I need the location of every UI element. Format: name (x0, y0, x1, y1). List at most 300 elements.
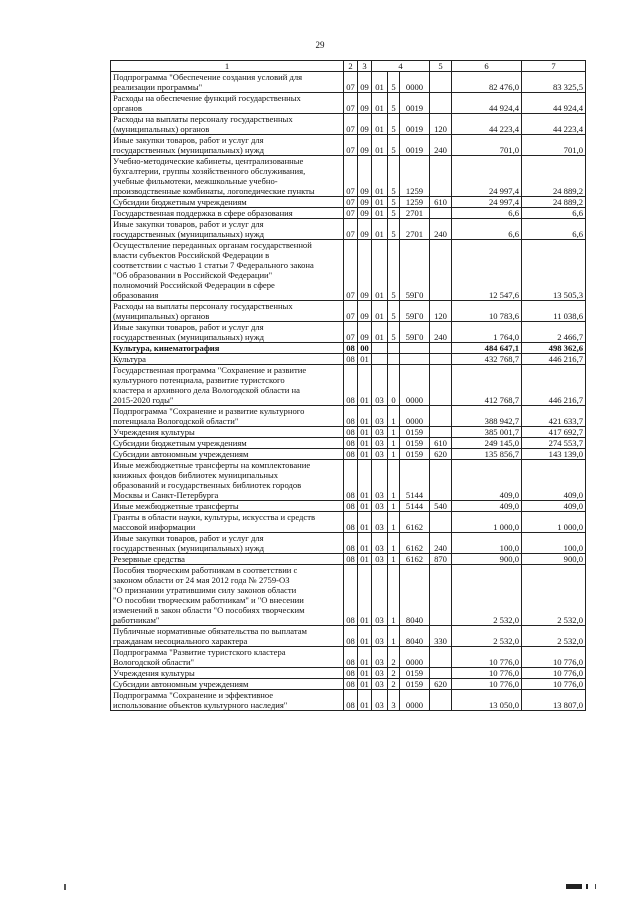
amount-year2-cell: 6,6 (522, 208, 586, 219)
subprogram-code-cell: 5 (388, 208, 400, 219)
section-code-cell: 08 (344, 406, 358, 427)
expense-type-cell: 620 (430, 449, 452, 460)
table-row (111, 565, 586, 626)
section-code-cell: 08 (344, 449, 358, 460)
amount-year2-cell: 900,0 (522, 554, 586, 565)
scan-mark (595, 884, 596, 889)
header-row (111, 61, 586, 72)
subsection-code-cell: 01 (358, 668, 372, 679)
subsection-code-cell: 09 (358, 322, 372, 343)
page-number: 29 (315, 40, 325, 50)
table-row (111, 554, 586, 565)
amount-year1-cell: 701,0 (452, 135, 522, 156)
row-name-cell: Субсидии бюджетным учреждениям (111, 438, 344, 449)
subsection-code-cell: 01 (358, 565, 372, 626)
subprogram-code-cell: 3 (388, 690, 400, 711)
program-code-cell: 03 (372, 501, 388, 512)
amount-year1-cell: 10 776,0 (452, 647, 522, 668)
section-code-cell: 07 (344, 219, 358, 240)
direction-code-cell (400, 354, 430, 365)
amount-year1-cell: 1 764,0 (452, 322, 522, 343)
amount-year1-cell: 10 776,0 (452, 668, 522, 679)
table-row (111, 93, 586, 114)
subsection-code-cell: 01 (358, 501, 372, 512)
program-code-cell: 03 (372, 565, 388, 626)
direction-code-cell: 0019 (400, 93, 430, 114)
section-code-cell: 07 (344, 240, 358, 301)
scan-mark (64, 884, 66, 890)
subsection-code-cell: 01 (358, 427, 372, 438)
subsection-code-cell: 01 (358, 406, 372, 427)
program-code-cell: 03 (372, 647, 388, 668)
program-code-cell: 01 (372, 322, 388, 343)
table-row (111, 668, 586, 679)
program-code-cell (372, 354, 388, 365)
subprogram-code-cell: 1 (388, 501, 400, 512)
program-code-cell: 03 (372, 554, 388, 565)
section-code-cell: 08 (344, 626, 358, 647)
expense-type-cell (430, 512, 452, 533)
subsection-code-cell: 01 (358, 449, 372, 460)
subsection-code-cell: 09 (358, 156, 372, 197)
amount-year1-cell: 44 223,4 (452, 114, 522, 135)
table-row (111, 240, 586, 301)
amount-year1-cell: 432 768,7 (452, 354, 522, 365)
amount-year2-cell: 10 776,0 (522, 668, 586, 679)
section-code-cell: 08 (344, 679, 358, 690)
direction-code-cell: 8040 (400, 626, 430, 647)
amount-year2-cell: 10 776,0 (522, 679, 586, 690)
section-code-cell: 07 (344, 72, 358, 93)
direction-code-cell: 5144 (400, 501, 430, 512)
row-name-cell: Подпрограмма "Развитие туристского кластера Вологодской области" (111, 647, 344, 668)
subprogram-code-cell: 2 (388, 647, 400, 668)
header-col-6: 6 (452, 61, 522, 72)
row-name-cell: Публичные нормативные обязательства по выплатам гражданам несоциального характера (111, 626, 344, 647)
program-code-cell: 01 (372, 208, 388, 219)
expense-type-cell: 610 (430, 438, 452, 449)
row-name-cell: Подпрограмма "Сохранение и развитие культурного потенциала Вологодской области" (111, 406, 344, 427)
expense-type-cell (430, 460, 452, 501)
table-row (111, 406, 586, 427)
subsection-code-cell: 01 (358, 533, 372, 554)
table-row (111, 135, 586, 156)
direction-code-cell: 0000 (400, 365, 430, 406)
program-code-cell: 03 (372, 365, 388, 406)
section-code-cell: 08 (344, 343, 358, 354)
header-col-3: 3 (358, 61, 372, 72)
amount-year2-cell: 83 325,5 (522, 72, 586, 93)
subprogram-code-cell: 5 (388, 72, 400, 93)
row-name-cell: Гранты в области науки, культуры, искусства и средств массовой информации (111, 512, 344, 533)
subsection-code-cell: 09 (358, 197, 372, 208)
program-code-cell: 03 (372, 460, 388, 501)
row-name-cell: Иные закупки товаров, работ и услуг для государственных (муниципальных) нужд (111, 219, 344, 240)
amount-year1-cell: 10 776,0 (452, 679, 522, 690)
amount-year2-cell: 274 553,7 (522, 438, 586, 449)
table-row (111, 501, 586, 512)
expense-type-cell: 240 (430, 533, 452, 554)
amount-year2-cell: 6,6 (522, 219, 586, 240)
subsection-code-cell: 01 (358, 460, 372, 501)
table-row (111, 460, 586, 501)
direction-code-cell: 6162 (400, 512, 430, 533)
row-name-cell: Расходы на выплаты персоналу государственных (муниципальных) органов (111, 114, 344, 135)
section-code-cell: 08 (344, 354, 358, 365)
subprogram-code-cell: 5 (388, 135, 400, 156)
program-code-cell: 03 (372, 626, 388, 647)
section-code-cell: 07 (344, 301, 358, 322)
table-row (111, 365, 586, 406)
section-code-cell: 08 (344, 647, 358, 668)
amount-year1-cell: 6,6 (452, 219, 522, 240)
row-name-cell: Субсидии автономным учреждениям (111, 449, 344, 460)
section-code-cell: 07 (344, 322, 358, 343)
direction-code-cell: 0159 (400, 449, 430, 460)
subsection-code-cell: 00 (358, 343, 372, 354)
subsection-code-cell: 09 (358, 219, 372, 240)
subprogram-code-cell: 0 (388, 365, 400, 406)
table-row (111, 301, 586, 322)
program-code-cell: 01 (372, 114, 388, 135)
table-row (111, 156, 586, 197)
direction-code-cell: 6162 (400, 554, 430, 565)
direction-code-cell: 0159 (400, 679, 430, 690)
program-code-cell: 03 (372, 512, 388, 533)
expense-type-cell: 120 (430, 301, 452, 322)
row-name-cell: Культура (111, 354, 344, 365)
expense-type-cell (430, 156, 452, 197)
subsection-code-cell: 01 (358, 690, 372, 711)
section-code-cell: 08 (344, 460, 358, 501)
section-code-cell: 08 (344, 554, 358, 565)
amount-year1-cell: 6,6 (452, 208, 522, 219)
subprogram-code-cell (388, 343, 400, 354)
amount-year1-cell: 13 050,0 (452, 690, 522, 711)
direction-code-cell: 0159 (400, 438, 430, 449)
expense-type-cell: 330 (430, 626, 452, 647)
subprogram-code-cell (388, 354, 400, 365)
amount-year1-cell: 385 001,7 (452, 427, 522, 438)
amount-year2-cell: 10 776,0 (522, 647, 586, 668)
header-col-5: 5 (430, 61, 452, 72)
subprogram-code-cell: 1 (388, 565, 400, 626)
row-name-cell: Осуществление переданных органам государственной власти субъектов Российской Федерации в соответствии с частью 1 статьи 7 Федерального закона "Об образовании в Российской Федерации" полномочий Российской Федерации в сфере образования (111, 240, 344, 301)
table-row (111, 114, 586, 135)
direction-code-cell: 59Г0 (400, 240, 430, 301)
table-body (111, 72, 586, 711)
expense-type-cell: 620 (430, 679, 452, 690)
row-name-cell: Расходы на выплаты персоналу государственных (муниципальных) органов (111, 301, 344, 322)
amount-year1-cell: 24 997,4 (452, 197, 522, 208)
section-code-cell: 07 (344, 135, 358, 156)
row-name-cell: Учреждения культуры (111, 668, 344, 679)
amount-year2-cell: 446 216,7 (522, 354, 586, 365)
table-row (111, 354, 586, 365)
program-code-cell: 03 (372, 668, 388, 679)
section-code-cell: 08 (344, 365, 358, 406)
expense-type-cell: 240 (430, 135, 452, 156)
direction-code-cell: 0159 (400, 668, 430, 679)
table-row (111, 647, 586, 668)
subsection-code-cell: 01 (358, 647, 372, 668)
program-code-cell: 03 (372, 438, 388, 449)
expense-type-cell: 870 (430, 554, 452, 565)
expense-type-cell: 120 (430, 114, 452, 135)
section-code-cell: 08 (344, 512, 358, 533)
expense-type-cell: 240 (430, 219, 452, 240)
row-name-cell: Субсидии бюджетным учреждениям (111, 197, 344, 208)
direction-code-cell: 59Г0 (400, 301, 430, 322)
subsection-code-cell: 01 (358, 354, 372, 365)
subprogram-code-cell: 2 (388, 679, 400, 690)
row-name-cell: Иные закупки товаров, работ и услуг для государственных (муниципальных) нужд (111, 322, 344, 343)
header-col-2: 2 (344, 61, 358, 72)
subprogram-code-cell: 5 (388, 114, 400, 135)
subsection-code-cell: 09 (358, 72, 372, 93)
amount-year1-cell: 900,0 (452, 554, 522, 565)
program-code-cell: 03 (372, 406, 388, 427)
direction-code-cell: 0000 (400, 647, 430, 668)
section-code-cell: 08 (344, 565, 358, 626)
program-code-cell: 01 (372, 301, 388, 322)
expense-type-cell (430, 406, 452, 427)
program-code-cell: 01 (372, 93, 388, 114)
subsection-code-cell: 01 (358, 438, 372, 449)
section-code-cell: 08 (344, 668, 358, 679)
program-code-cell (372, 343, 388, 354)
program-code-cell: 03 (372, 533, 388, 554)
table-row (111, 533, 586, 554)
expense-type-cell: 240 (430, 322, 452, 343)
row-name-cell: Учебно-методические кабинеты, централизованные бухгалтерии, группы хозяйственного обслуживания, учебные фильмотеки, межшкольные учебно- производственные комбинаты, логопедические пункты (111, 156, 344, 197)
amount-year1-cell: 10 783,6 (452, 301, 522, 322)
expense-type-cell (430, 365, 452, 406)
amount-year2-cell: 13 505,3 (522, 240, 586, 301)
row-name-cell: Иные закупки товаров, работ и услуг для государственных (муниципальных) нужд (111, 135, 344, 156)
row-name-cell: Иные закупки товаров, работ и услуг для государственных (муниципальных) нужд (111, 533, 344, 554)
amount-year2-cell: 2 532,0 (522, 626, 586, 647)
direction-code-cell: 59Г0 (400, 322, 430, 343)
amount-year2-cell: 13 807,0 (522, 690, 586, 711)
subsection-code-cell: 09 (358, 93, 372, 114)
subprogram-code-cell: 5 (388, 240, 400, 301)
amount-year2-cell: 1 000,0 (522, 512, 586, 533)
table-row (111, 322, 586, 343)
amount-year2-cell: 421 633,7 (522, 406, 586, 427)
direction-code-cell: 6162 (400, 533, 430, 554)
scan-mark (586, 884, 588, 889)
expense-type-cell (430, 208, 452, 219)
subprogram-code-cell: 1 (388, 554, 400, 565)
row-name-cell: Субсидии автономным учреждениям (111, 679, 344, 690)
amount-year2-cell: 409,0 (522, 501, 586, 512)
amount-year2-cell: 143 139,0 (522, 449, 586, 460)
header-col-1: 1 (111, 61, 344, 72)
subprogram-code-cell: 1 (388, 438, 400, 449)
direction-code-cell: 1259 (400, 197, 430, 208)
amount-year2-cell: 2 532,0 (522, 565, 586, 626)
direction-code-cell: 0019 (400, 135, 430, 156)
amount-year2-cell: 100,0 (522, 533, 586, 554)
amount-year1-cell: 412 768,7 (452, 365, 522, 406)
section-code-cell: 07 (344, 114, 358, 135)
amount-year1-cell: 12 547,6 (452, 240, 522, 301)
table-row (111, 219, 586, 240)
row-name-cell: Подпрограмма "Сохранение и эффективное использование объектов культурного наследия" (111, 690, 344, 711)
expense-type-cell (430, 647, 452, 668)
table-row (111, 208, 586, 219)
expense-type-cell (430, 343, 452, 354)
row-name-cell: Государственная программа "Сохранение и развитие культурного потенциала, развитие туристского кластера и архивного дела Вологодской области на 2015-2020 годы" (111, 365, 344, 406)
amount-year2-cell: 498 362,6 (522, 343, 586, 354)
amount-year1-cell: 409,0 (452, 460, 522, 501)
budget-table (110, 60, 586, 711)
subprogram-code-cell: 1 (388, 449, 400, 460)
row-name-cell: Государственная поддержка в сфере образования (111, 208, 344, 219)
expense-type-cell (430, 565, 452, 626)
direction-code-cell: 0000 (400, 406, 430, 427)
table-row (111, 438, 586, 449)
subprogram-code-cell: 1 (388, 626, 400, 647)
amount-year1-cell: 2 532,0 (452, 565, 522, 626)
amount-year2-cell: 701,0 (522, 135, 586, 156)
subsection-code-cell: 01 (358, 512, 372, 533)
subprogram-code-cell: 1 (388, 460, 400, 501)
header-col-7: 7 (522, 61, 586, 72)
amount-year1-cell: 484 647,1 (452, 343, 522, 354)
amount-year2-cell: 44 924,4 (522, 93, 586, 114)
row-name-cell: Иные межбюджетные трансферты (111, 501, 344, 512)
table-row (111, 626, 586, 647)
amount-year2-cell: 11 038,6 (522, 301, 586, 322)
amount-year2-cell: 24 889,2 (522, 156, 586, 197)
table-row (111, 679, 586, 690)
header-col-4: 4 (372, 61, 430, 72)
subsection-code-cell: 09 (358, 114, 372, 135)
expense-type-cell (430, 427, 452, 438)
program-code-cell: 03 (372, 427, 388, 438)
expense-type-cell: 610 (430, 197, 452, 208)
row-name-cell: Культура, кинематография (111, 343, 344, 354)
direction-code-cell (400, 343, 430, 354)
amount-year1-cell: 1 000,0 (452, 512, 522, 533)
amount-year2-cell: 44 223,4 (522, 114, 586, 135)
section-code-cell: 08 (344, 533, 358, 554)
amount-year1-cell: 100,0 (452, 533, 522, 554)
section-code-cell: 08 (344, 501, 358, 512)
amount-year2-cell: 2 466,7 (522, 322, 586, 343)
direction-code-cell: 0000 (400, 72, 430, 93)
section-code-cell: 07 (344, 93, 358, 114)
expense-type-cell (430, 72, 452, 93)
amount-year1-cell: 24 997,4 (452, 156, 522, 197)
subprogram-code-cell: 5 (388, 322, 400, 343)
row-name-cell: Подпрограмма "Обеспечение создания условий для реализации программы" (111, 72, 344, 93)
subprogram-code-cell: 5 (388, 197, 400, 208)
subprogram-code-cell: 5 (388, 301, 400, 322)
subsection-code-cell: 09 (358, 301, 372, 322)
subprogram-code-cell: 5 (388, 93, 400, 114)
table-row (111, 690, 586, 711)
subprogram-code-cell: 1 (388, 533, 400, 554)
program-code-cell: 03 (372, 690, 388, 711)
expense-type-cell (430, 668, 452, 679)
row-name-cell: Резервные средства (111, 554, 344, 565)
table-row (111, 343, 586, 354)
program-code-cell: 03 (372, 679, 388, 690)
direction-code-cell: 0000 (400, 690, 430, 711)
amount-year1-cell: 82 476,0 (452, 72, 522, 93)
program-code-cell: 01 (372, 156, 388, 197)
expense-type-cell (430, 93, 452, 114)
subprogram-code-cell: 1 (388, 512, 400, 533)
direction-code-cell: 1259 (400, 156, 430, 197)
direction-code-cell: 2701 (400, 219, 430, 240)
section-code-cell: 07 (344, 208, 358, 219)
table-row (111, 72, 586, 93)
direction-code-cell: 0159 (400, 427, 430, 438)
section-code-cell: 07 (344, 156, 358, 197)
subsection-code-cell: 09 (358, 135, 372, 156)
row-name-cell: Пособия творческим работникам в соответствии с законом области от 24 мая 2012 года № 2759-ОЗ "О признании утратившими силу законов области "О пособии творческим работникам" и "О внесении изменений в закон области "О пособиях творческим работникам" (111, 565, 344, 626)
program-code-cell: 01 (372, 219, 388, 240)
amount-year1-cell: 249 145,0 (452, 438, 522, 449)
program-code-cell: 01 (372, 197, 388, 208)
program-code-cell: 03 (372, 449, 388, 460)
section-code-cell: 08 (344, 427, 358, 438)
program-code-cell: 01 (372, 135, 388, 156)
row-name-cell: Иные межбюджетные трансферты на комплектование книжных фондов библиотек муниципальных образований и государственных библиотек городов Москвы и Санкт-Петербурга (111, 460, 344, 501)
direction-code-cell: 2701 (400, 208, 430, 219)
subprogram-code-cell: 5 (388, 156, 400, 197)
subsection-code-cell: 01 (358, 554, 372, 565)
row-name-cell: Учреждения культуры (111, 427, 344, 438)
subsection-code-cell: 01 (358, 679, 372, 690)
expense-type-cell (430, 354, 452, 365)
row-name-cell: Расходы на обеспечение функций государственных органов (111, 93, 344, 114)
program-code-cell: 01 (372, 240, 388, 301)
table-row (111, 427, 586, 438)
section-code-cell: 07 (344, 197, 358, 208)
amount-year2-cell: 417 692,7 (522, 427, 586, 438)
amount-year1-cell: 135 856,7 (452, 449, 522, 460)
amount-year1-cell: 388 942,7 (452, 406, 522, 427)
section-code-cell: 08 (344, 438, 358, 449)
amount-year1-cell: 44 924,4 (452, 93, 522, 114)
amount-year2-cell: 24 889,2 (522, 197, 586, 208)
direction-code-cell: 5144 (400, 460, 430, 501)
scan-mark (566, 884, 582, 889)
amount-year2-cell: 446 216,7 (522, 365, 586, 406)
amount-year2-cell: 409,0 (522, 460, 586, 501)
subsection-code-cell: 01 (358, 365, 372, 406)
amount-year1-cell: 409,0 (452, 501, 522, 512)
section-code-cell: 08 (344, 690, 358, 711)
subprogram-code-cell: 5 (388, 219, 400, 240)
subsection-code-cell: 09 (358, 240, 372, 301)
subprogram-code-cell: 1 (388, 427, 400, 438)
table-row (111, 197, 586, 208)
expense-type-cell (430, 690, 452, 711)
table-row (111, 449, 586, 460)
amount-year1-cell: 2 532,0 (452, 626, 522, 647)
direction-code-cell: 0019 (400, 114, 430, 135)
direction-code-cell: 8040 (400, 565, 430, 626)
table-row (111, 512, 586, 533)
expense-type-cell: 540 (430, 501, 452, 512)
subprogram-code-cell: 2 (388, 668, 400, 679)
